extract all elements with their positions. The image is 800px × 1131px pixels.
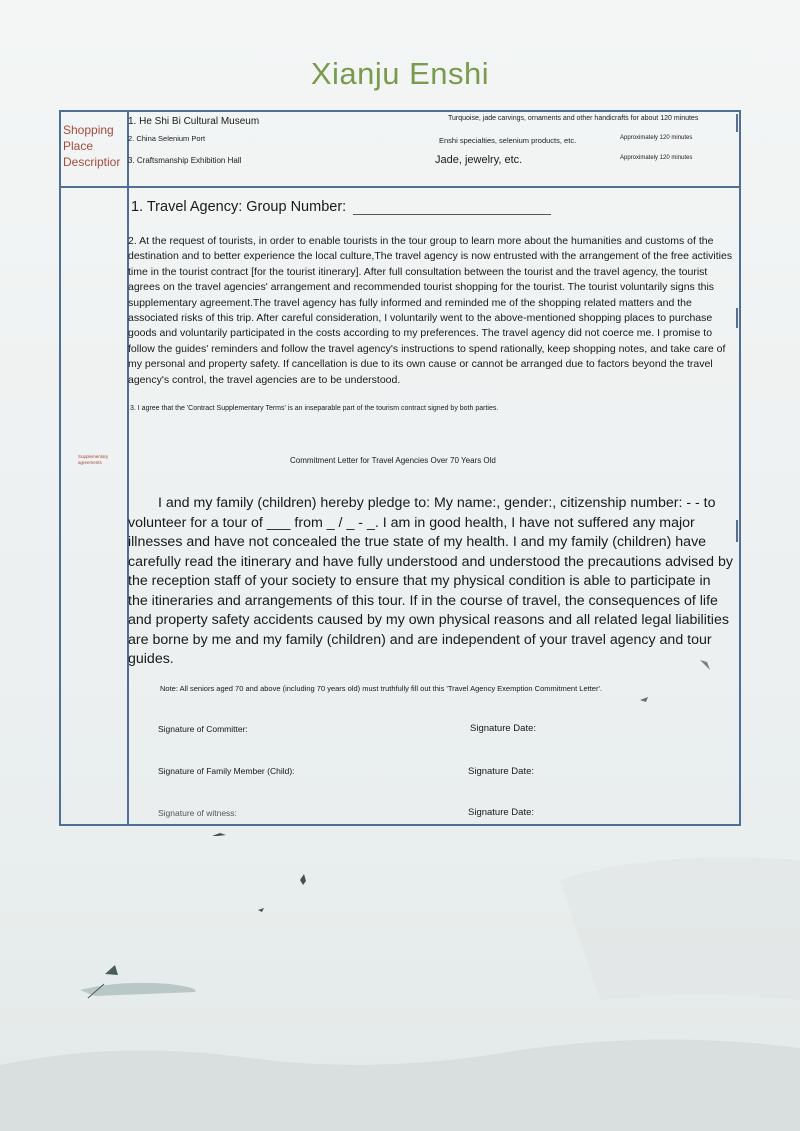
signature-committer-label: Signature of Committer: (158, 724, 248, 734)
column-divider (127, 110, 129, 826)
group-number-line[interactable] (353, 214, 551, 215)
agreement-table (59, 110, 741, 826)
scrollbar-thumb[interactable] (736, 308, 738, 328)
seniors-note: Note: All seniors aged 70 and above (including 70 years old) must truthfully fill out this 'Travel Agency Exemption Commitment Letter'. (160, 684, 602, 693)
shopping-place-name: 1. He Shi Bi Cultural Museum (128, 116, 260, 127)
shopping-place-duration: Approximately 120 minutes (620, 155, 693, 161)
paragraph-contract-terms: 3. I agree that the 'Contract Supplementary Terms' is an inseparable part of the tourism contract signed by both parties. (130, 405, 499, 412)
group-number-label: 1. Travel Agency: Group Number: (131, 199, 347, 215)
signature-family-label: Signature of Family Member (Child): (158, 766, 295, 776)
supplementary-side-label: Supplementary agreements (78, 454, 109, 465)
page-title: Xianju Enshi (310, 56, 490, 91)
shopping-place-duration: Approximately 120 minutes (620, 135, 693, 141)
pledge-text: I and my family (children) hereby pledge to: My name:, gender:, citizenship number: - - to volunteer for a tour of ___ from _ / _ - _. I am in good health, I have not suffered any major illnesses and have not concealed the true state of my health. I and my family (children) have carefully read the itinerary and have fully understood and understood the precautions advised by the reception staff of your society to ensure that my physical condition is able to participate in the itineraries and arrangements of this tour. If in the course of travel, the consequences of life and property safety accidents caused by my own physical reasons and all related legal liabilities are borne by me and my family (children) and are independent of your travel agency and tour guides. (128, 495, 733, 667)
shopping-place-goods: Enshi specialties, selenium products, etc. (439, 136, 577, 145)
shopping-place-goods: Jade, jewelry, etc. (435, 154, 523, 166)
row-divider (59, 186, 741, 188)
bird-icon (300, 874, 306, 885)
signature-date-label: Signature Date: (468, 807, 535, 818)
shopping-place-name: 3. Craftsmanship Exhibition Hall (128, 156, 242, 165)
signature-date-label: Signature Date: (468, 766, 535, 777)
scrollbar-thumb[interactable] (736, 520, 738, 542)
commitment-letter-title: Commitment Letter for Travel Agencies Over 70 Years Old (290, 456, 496, 465)
signature-witness-label: Signature of witness: (158, 808, 237, 818)
scrollbar-thumb[interactable] (736, 114, 738, 132)
shopping-place-heading: Shopping Place Descriptior (63, 123, 121, 169)
shopping-place-goods: Turquoise, jade carvings, ornaments and other handicrafts for about 120 minutes (448, 115, 699, 122)
paragraph-shopping-consent: 2. At the request of tourists, in order to enable tourists in the tour group to learn more about the humanities and customs of the destination and to better experience the local culture,The travel agency is now entrusted with the arrangement of the free activities time in the tourist contract [for the tourist itinerary]. After full consultation between the tourist and the travel agency, the tourist agrees on the travel agencies' arrangement and recommended tourist shopping for the tourist. The tourist voluntarily signs this supplementary agreement.The travel agency has fully informed and reminded me of the shopping related matters and the associated risks of this trip. After careful consideration, I voluntarily went to the above-mentioned shopping places to purchase goods and voluntarily participated in the costs according to my preferences. The travel agency did not coerce me. I promise to follow the guides' reminders and follow the travel agency's instructions to spend rationally, keep shopping notes, and take care of my personal and property safety. If cancellation is due to its own cause or cannot be arranged due to factors beyond the travel agency's control, the travel agencies are to be understood. (128, 235, 733, 386)
signature-date-label: Signature Date: (470, 723, 537, 734)
shopping-place-name: 2. China Selenium Port (128, 134, 206, 143)
